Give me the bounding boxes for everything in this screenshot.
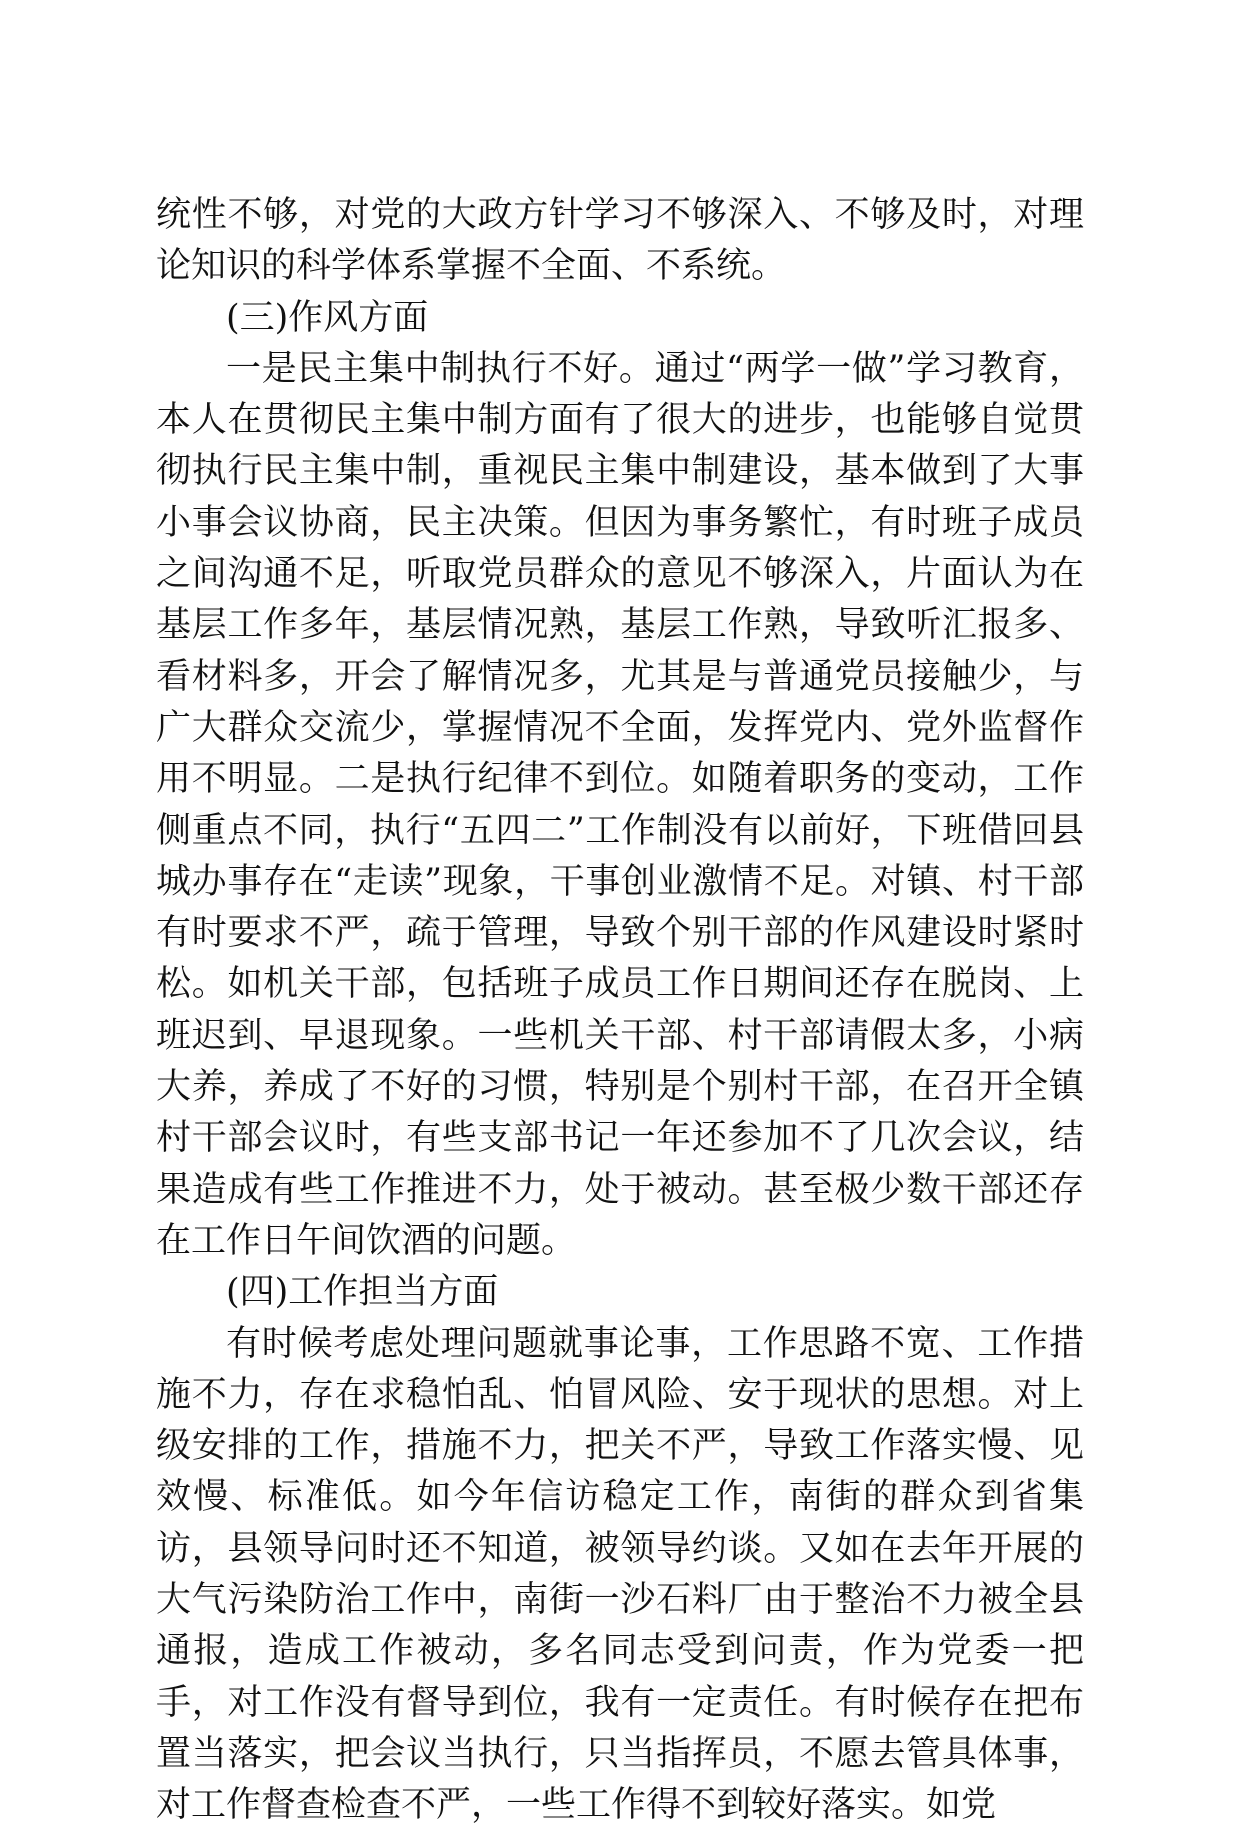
paragraph-continuation: 统性不够，对党的大政方针学习不够深入、不够及时，对理论知识的科学体系掌握不全面、不系统。	[156, 195, 1084, 287]
paragraph-work-style: 一是民主集中制执行不好。通过“两学一做”学习教育，本人在贯彻民主集中制方面有了很大的进步，也能够自觉贯彻执行民主集中制，重视民主集中制建设，基本做到了大事小事会议协商，民主决策。但因为事务繁忙，有时班子成员之间沟通不足，听取党员群众的意见不够深入，片面认为在基层工作多年，基层情况熟，基层工作熟，导致听汇报多、看材料多，开会了解情况多，尤其是与普通党员接触少，与广大群众交流少，掌握情况不全面，发挥党内、党外监督作用不明显。二是执行纪律不到位。如随着职务的变动，工作侧重点不同，执行“五四二”工作制没有以前好，下班借回县城办事存在“走读”现象，干事创业激情不足。对镇、村干部有时要求不严，疏于管理，导致个别干部的作风建设时紧时松。如机关干部，包括班子成员工作日期间还存在脱岗、上班迟到、早退现象。一些机关干部、村干部请假太多，小病大养，养成了不好的习惯，特别是个别村干部，在召开全镇村干部会议时，有些支部书记一年还参加不了几次会议，结果造成有些工作推进不力，处于被动。甚至极少数干部还存在工作日午间饮酒的问题。	[156, 348, 1084, 1261]
section-heading-work-style: (三)作风方面	[226, 297, 429, 338]
section-heading-responsibility: (四)工作担当方面	[226, 1272, 499, 1313]
document-body	[156, 190, 1084, 1832]
paragraph-responsibility: 有时候考虑处理问题就事论事，工作思路不宽、工作措施不力，存在求稳怕乱、怕冒风险、安于现状的思想。对上级安排的工作，措施不力，把关不严，导致工作落实慢、见效慢、标准低。如今年信访稳定工作，南街的群众到省集访，县领导问时还不知道，被领导约谈。又如在去年开展的大气污染防治工作中，南街一沙石料厂由于整治不力被全县通报，造成工作被动，多名同志受到问责，作为党委一把手，对工作没有督导到位，我有一定责任。有时候存在把布置当落实，把会议当执行，只当指挥员，不愿去管具体事，对工作督查检查不严，一些工作得不到较好落实。如党	[156, 1323, 1084, 1826]
